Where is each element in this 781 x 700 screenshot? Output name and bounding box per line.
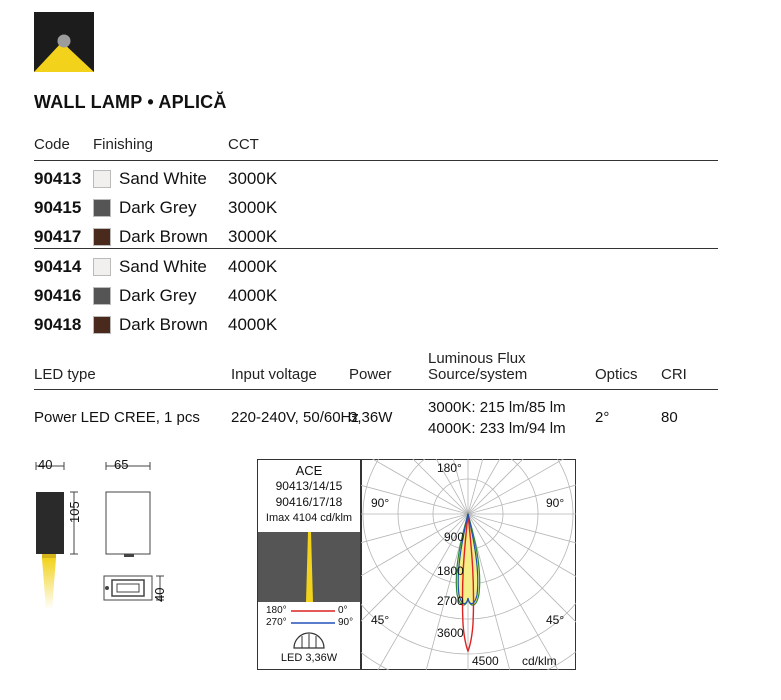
input-voltage-value: 220-240V, 50/60Hz <box>231 409 359 426</box>
header-cct: CCT <box>228 136 259 153</box>
header-code: Code <box>34 136 70 153</box>
radius-label-900: 900 <box>444 530 465 544</box>
header-power: Power <box>349 366 392 383</box>
legend-label-90: 90° <box>338 617 354 628</box>
finish-name: Dark Grey <box>119 286 197 305</box>
led-type-value: Power LED CREE, 1 pcs <box>34 409 200 426</box>
cct-value: 4000K <box>228 257 278 276</box>
header-led-type: LED type <box>34 366 96 383</box>
radius-label-1800: 1800 <box>437 564 464 578</box>
cct-value: 4000K <box>228 286 278 305</box>
finish-swatch <box>93 316 111 334</box>
angle-label-180: 180° <box>437 461 462 475</box>
product-code: 90414 <box>34 257 82 276</box>
angle-label-90-left: 90° <box>371 496 390 510</box>
product-code: 90415 <box>34 198 82 217</box>
radius-label-2700: 2700 <box>437 594 464 608</box>
polar-diagram <box>361 459 576 670</box>
legend-label-180: 180° <box>266 605 287 616</box>
finish-name: Sand White <box>119 257 207 276</box>
cri-value: 80 <box>661 409 678 426</box>
brand-logo <box>34 12 94 72</box>
optics-value: 2° <box>595 409 610 426</box>
product-code: 90417 <box>34 227 82 246</box>
divider <box>34 160 718 161</box>
product-codes-1: 90413/14/15 <box>275 479 343 493</box>
dimension-height: 105 <box>67 501 82 523</box>
beam-preview-icon <box>258 532 360 602</box>
finish-name: Dark Grey <box>119 198 197 217</box>
flux-3000-value: 3000K: 215 lm/85 lm <box>428 399 566 416</box>
header-flux-line1: Luminous Flux <box>428 350 526 367</box>
finish-swatch <box>93 287 111 305</box>
finish-swatch <box>93 258 111 276</box>
product-code: 90413 <box>34 169 82 188</box>
dimension-width-front: 65 <box>114 457 129 472</box>
cct-value: 3000K <box>228 198 278 217</box>
divider <box>34 389 718 390</box>
radius-label-3600: 3600 <box>437 626 464 640</box>
legend-label-270: 270° <box>266 617 287 628</box>
finish-name: Sand White <box>119 169 207 188</box>
dimension-depth: 40 <box>152 587 167 602</box>
angle-label-45-left: 45° <box>371 613 390 627</box>
photometric-legend <box>257 459 361 670</box>
dimension-width-side: 40 <box>38 457 53 472</box>
header-optics: Optics <box>595 366 638 383</box>
angle-label-45-right: 45° <box>546 613 565 627</box>
product-code: 90416 <box>34 286 82 305</box>
finish-swatch <box>93 228 111 246</box>
finish-name: Dark Brown <box>119 315 208 334</box>
power-value: 3,36W <box>349 409 393 426</box>
divider <box>34 248 718 249</box>
angle-label-90-right: 90° <box>546 496 565 510</box>
page-title: WALL LAMP • APLICĂ <box>34 92 227 112</box>
imax-value: Imax 4104 cd/klm <box>265 512 353 524</box>
header-flux-line2: Source/system <box>428 366 528 383</box>
unit-label: cd/klm <box>522 654 557 668</box>
product-codes-2: 90416/17/18 <box>275 495 343 509</box>
cct-value: 3000K <box>228 169 278 188</box>
finish-name: Dark Brown <box>119 227 208 246</box>
finish-swatch <box>93 170 111 188</box>
finish-swatch <box>93 199 111 217</box>
product-code: 90418 <box>34 315 82 334</box>
cct-value: 4000K <box>228 315 278 334</box>
radius-label-4500: 4500 <box>472 654 499 668</box>
header-finishing: Finishing <box>93 136 154 153</box>
cct-value: 3000K <box>228 227 278 246</box>
legend-label-0: 0° <box>338 605 348 616</box>
led-label: LED 3,36W <box>280 652 338 664</box>
lamp-logo-icon <box>34 12 94 72</box>
product-name: ACE <box>295 463 323 478</box>
flux-4000-value: 4000K: 233 lm/94 lm <box>428 420 566 437</box>
header-input-voltage: Input voltage <box>231 366 317 383</box>
header-cri: CRI <box>661 366 687 383</box>
